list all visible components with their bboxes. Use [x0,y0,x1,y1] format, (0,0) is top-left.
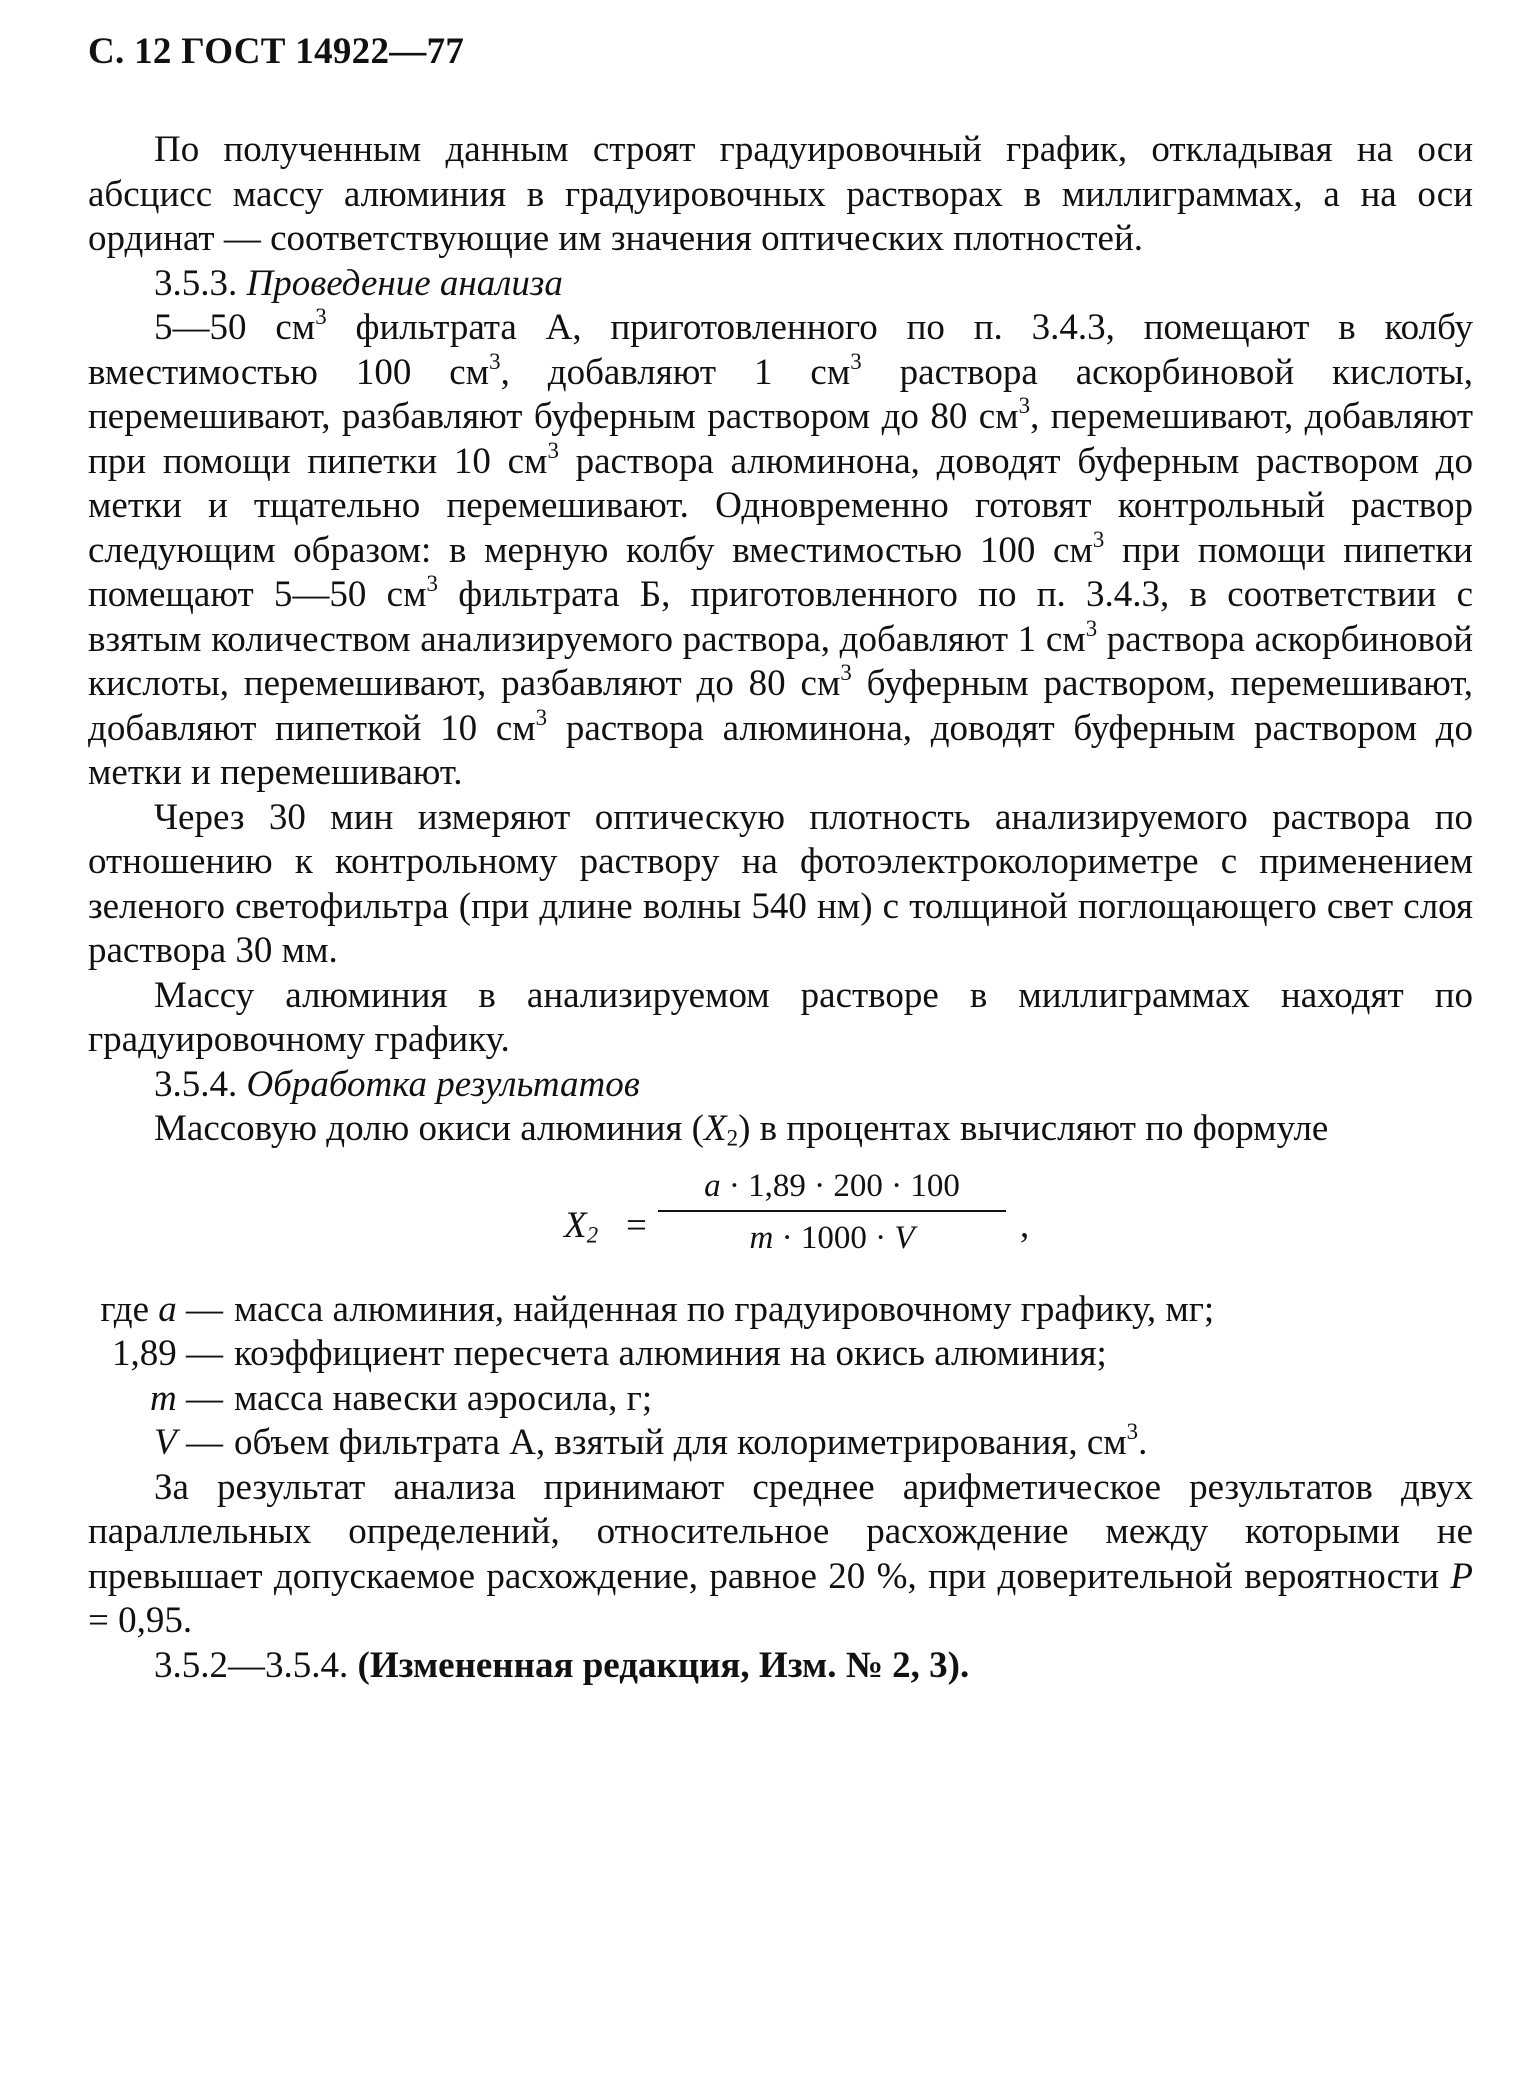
text-run: раствора алюминона, доводят буферным раствором до метки и тщательно перемешивают. Одновременно готовят контрольный раствор следующим образом: в мерную колбу вместимостью 100 см [88,440,1474,571]
variable: a [158,1288,177,1330]
variable: P [1450,1555,1473,1597]
superscript: 3 [1126,1419,1139,1445]
subscript: 2 [726,1125,739,1151]
definition-item [88,1332,1473,1377]
definition-symbol [88,1377,223,1422]
superscript: 3 [840,660,852,686]
definition-text: масса навески аэросила, г; [234,1377,653,1419]
variable: X [564,1204,587,1246]
definition-item [88,1421,1473,1466]
formula-numerator [658,1166,1006,1206]
definition-text: коэффициент пересчета алюминия на окись алюминия; [234,1333,1107,1374]
text-run: — [176,1288,223,1330]
superscript: 3 [1018,393,1031,419]
text-run: фильтрата Б, приготовленного по п. 3.4.3, в соответствии с взятым количеством анализируемого раствора, добавляют 1 см [88,574,1473,660]
superscript: 3 [1085,615,1098,641]
superscript: 3 [535,704,548,730]
text-run: . [1138,1422,1148,1463]
formula-x2 [88,1166,1473,1278]
definition-item [88,1288,1473,1333]
variable: m [150,1377,177,1419]
formula-denominator [658,1218,1006,1258]
definition-item [88,1377,1473,1422]
text-run: — [176,1422,223,1463]
text-run: фильтрата А, приготовленного по п. 3.4.3, помещают в колбу вместимостью 100 см [88,307,1474,393]
section-number: 3.5.4. [154,1063,238,1105]
document-body [88,128,1473,1688]
section-heading-3-5-4 [88,1063,1473,1108]
section-title: Обработка результатов [246,1063,640,1105]
section-heading-3-5-3 [88,262,1473,307]
amendment-label: (Измененная редакция, Изм. № 2, 3). [357,1644,970,1686]
definition-text: объем фильтрата А, взятый для колориметрирования, см [234,1422,1127,1463]
text-run: 3.5.2—3.5.4. [154,1644,358,1686]
definition-symbol [88,1288,223,1333]
page-header: С. 12 ГОСТ 14922—77 [88,31,465,72]
definitions-list [88,1288,1473,1466]
superscript: 3 [426,571,438,597]
superscript: 3 [315,304,327,330]
paragraph-formula-intro [88,1107,1473,1152]
text-run: 1,89 [112,1333,177,1374]
paragraph-aluminium-mass: Массу алюминия в анализируемом растворе в миллиграммах находят по градуировочному графику. [88,974,1473,1060]
text-run: 5—50 см [154,307,316,348]
text-run: раствора аскорбиновой кислоты, перемешивают, разбавляют буферным раствором до 80 см [88,351,1473,437]
variable: V [154,1422,177,1463]
amendment-note [88,1644,1473,1689]
formula-fraction [658,1166,1006,1258]
paragraph-result-acceptance [88,1466,1473,1644]
text-run: ) в процентах вычисляют по формуле [738,1108,1329,1149]
section-title: Проведение анализа [246,262,563,304]
text-run: — [176,1333,223,1374]
fraction-bar [658,1210,1006,1212]
text-run: где [100,1288,159,1330]
variable: m [749,1219,774,1256]
text-run: буферным раствором, перемешивают, добавляют пипеткой 10 см [88,663,1473,749]
subscript: 2 [586,1222,599,1248]
text-run: , перемешивают, добавляют при помощи пипетки 10 см [88,396,1473,482]
formula-lhs [564,1204,598,1249]
variable: V [894,1219,915,1256]
variable: X [703,1108,727,1149]
text-run: раствора аскорбиновой кислоты, перемешивают, разбавляют до 80 см [88,618,1474,704]
definition-text: масса алюминия, найденная по градуировочному графику, мг; [234,1288,1215,1330]
section-number: 3.5.3. [154,262,238,304]
superscript: 3 [547,437,559,463]
superscript: 3 [850,348,862,374]
definition-symbol [88,1421,223,1466]
text-run: — [176,1377,223,1419]
text-run: · 1000 · [773,1219,895,1256]
superscript: 3 [1092,526,1105,552]
text-run: Массовую долю окиси алюминия ( [154,1108,704,1149]
superscript: 3 [489,348,501,374]
formula-equals: = [626,1204,647,1246]
text-run: За результат анализа принимают среднее арифметическое результатов двух параллельных определений, относительное расхождение между которыми не превышает допускаемое расхождение, равное 20 %, при доверительной вероятности [88,1466,1473,1597]
formula-comma: , [1020,1204,1030,1246]
variable: a [704,1167,721,1204]
text-run: · 1,89 · 200 · 100 [720,1167,960,1204]
paragraph-analysis-procedure [88,306,1473,796]
text-run: раствора алюминона, доводят буферным раствором до метки и перемешивают. [88,707,1474,793]
text-run: , добавляют 1 см [500,351,851,393]
text-run: при помощи пипетки помещают 5—50 см [88,529,1473,615]
paragraph-calibration-graph: По полученным данным строят градуировочный график, откладывая на оси абсцисс массу алюминия в градуировочных растворах в миллиграммах, а на оси ординат — соответствующие им значения оптических плотностей. [88,129,1473,259]
text-run: = 0,95. [88,1600,193,1641]
paragraph-optical-density: Через 30 мин измеряют оптическую плотность анализируемого раствора по отношению к контрольному раствору на фотоэлектроколориметре с применением зеленого светофильтра (при длине волны 540 нм) с толщиной поглощающего свет слоя раствора 30 мм. [88,796,1473,971]
definition-symbol [88,1332,223,1377]
